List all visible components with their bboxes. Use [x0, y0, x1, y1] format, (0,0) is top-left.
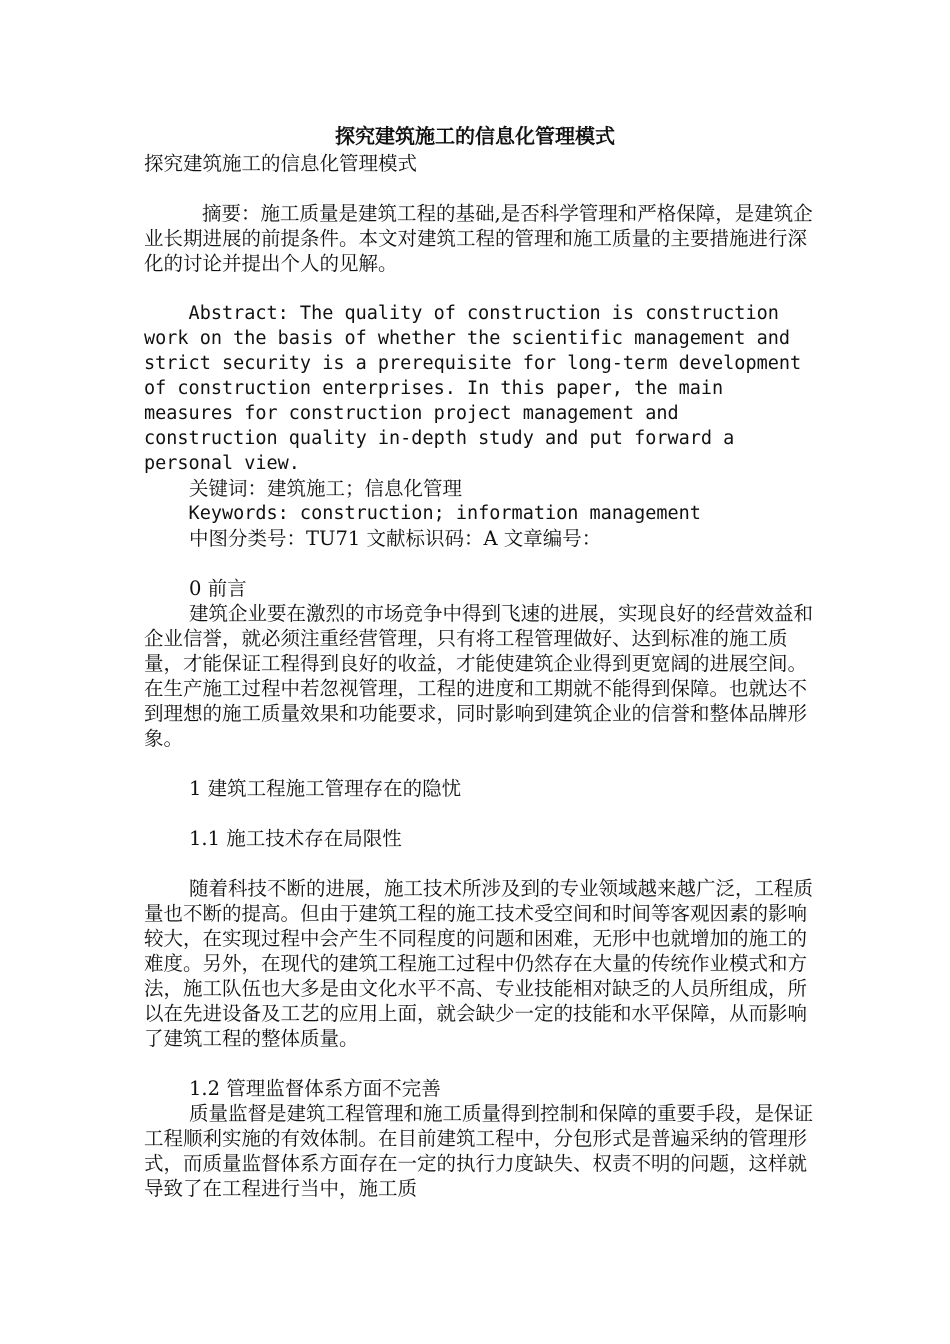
classification-line: 中图分类号：TU71 文献标识码：A 文章编号： [189, 527, 602, 550]
document-body [144, 151, 814, 1201]
section-paragraph: 建筑企业要在激烈的市场竞争中得到飞速的进展，实现良好的经营效益和企业信誉，就必须注重经营管理，只有将工程管理做好、达到标准的施工质量，才能保证工程得到良好的收益，才能使建筑企业得到更宽阔的进展空间。在生产施工过程中若忽视管理，工程的进度和工期就不能得到保障。也就达不到理想的施工质量效果和功能要求，同时影响到建筑企业的信誉和整体品牌形象。 [144, 602, 814, 750]
abstract-en-line: measures for construction project management and [144, 403, 679, 424]
section-heading: 1 建筑工程施工管理存在的隐忧 [189, 777, 462, 800]
spacer [144, 276, 814, 301]
spacer [144, 1051, 814, 1076]
abstract-en-line: strict security is a prerequisite for long-term development [144, 353, 802, 374]
spacer [144, 801, 814, 826]
abstract-en-line: work on the basis of whether the scientific management and [144, 328, 791, 349]
subsection-heading: 1.2 管理监督体系方面不完善 [189, 1077, 441, 1100]
section-paragraph: 随着科技不断的进展，施工技术所涉及到的专业领域越来越广泛，工程质量也不断的提高。但由于建筑工程的施工技术受空间和时间等客观因素的影响较大，在实现过程中会产生不同程度的问题和困难，无形中也就增加的施工的难度。另外，在现代的建筑工程施工过程中仍然存在大量的传统作业模式和方法，施工队伍也大多是由文化水平不高、专业技能相对缺乏的人员所组成，所以在先进设备及工艺的应用上面，就会缺少一定的技能和水平保障，从而影响了建筑工程的整体质量。 [144, 877, 814, 1050]
abstract-en-line: Abstract: The quality of construction is construction [144, 303, 779, 324]
subsection-heading: 1.1 施工技术存在局限性 [189, 827, 402, 850]
spacer [144, 851, 814, 876]
abstract-cn: 摘要：施工质量是建筑工程的基础,是否科学管理和严格保障，是建筑企业长期进展的前提条件。本文对建筑工程的管理和施工质量的主要措施进行深化的讨论并提出个人的见解。 [144, 202, 813, 275]
abstract-en-line: construction quality in-depth study and put forward a [144, 428, 735, 449]
section-paragraph: 质量监督是建筑工程管理和施工质量得到控制和保障的重要手段，是保证工程顺利实施的有效体制。在目前建筑工程中，分包形式是普遍采纳的管理形式，而质量监督体系方面存在一定的执行力度缺失、权责不明的问题，这样就导致了在工程进行当中，施工质 [144, 1102, 814, 1200]
document-subtitle: 探究建筑施工的信息化管理模式 [144, 152, 418, 175]
spacer [144, 176, 814, 201]
abstract-en-line: personal view. [144, 453, 300, 474]
section-heading: 0 前言 [189, 577, 247, 600]
document-title: 探究建筑施工的信息化管理模式 [335, 124, 615, 148]
spacer [144, 551, 814, 576]
spacer [144, 751, 814, 776]
keywords-cn: 关键词：建筑施工；信息化管理 [189, 477, 463, 500]
abstract-en-line: of construction enterprises. In this paper, the main [144, 378, 724, 399]
abstract-en [144, 301, 814, 476]
keywords-en: Keywords: construction; information management [144, 503, 701, 524]
